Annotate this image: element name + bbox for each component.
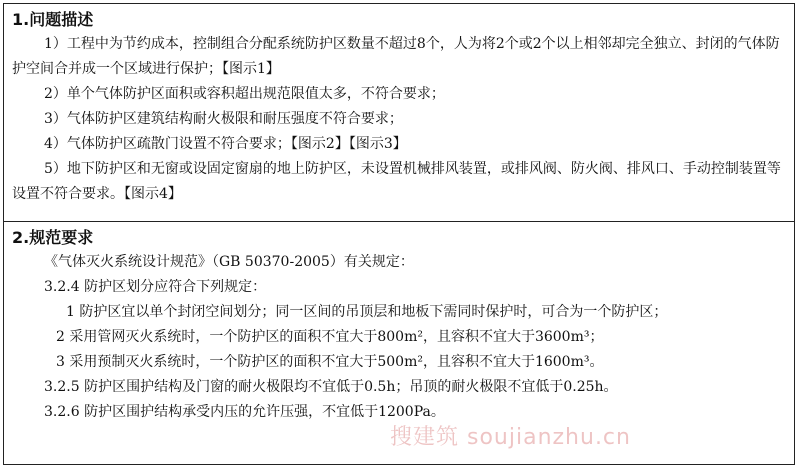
clause-3-2-5: 3.2.5 防护区围护结构及门窗的耐火极限均不宜低于0.5h；吊顶的耐火极限不宜低于0.25h。 — [44, 379, 618, 395]
clause-3-2-4-item-2: 2 采用管网灭火系统时，一个防护区的面积不宜大于800m²，且容积不宜大于3600m³； — [56, 329, 604, 345]
problem-item-5: 5）地下防护区和无窗或设固定窗扇的地上防护区，未设置机械排风装置，或排风阀、防火阀、排风口、手动控制装置等设置不符合要求。【图示4】 — [12, 161, 781, 202]
problem-item-1: 1）工程中为节约成本，控制组合分配系统防护区数量不超过8个，人为将2个或2个以上相邻却完全独立、封闭的气体防护空间合并成一个区域进行保护；【图示1】 — [12, 36, 780, 77]
clause-3-2-4-item-1: 1 防护区宜以单个封闭空间划分；同一区间的吊顶层和地板下需同时保护时，可合为一个防护区； — [66, 304, 668, 320]
problem-item-4: 4）气体防护区疏散门设置不符合要求；【图示2】【图示3】 — [44, 136, 407, 152]
clause-3-2-6: 3.2.6 防护区围护结构承受内压的允许压强，不宜低于1200Pa。 — [44, 404, 445, 420]
code-reference-line: 《气体灭火系统设计规范》（GB 50370-2005）有关规定： — [44, 254, 414, 270]
clause-3-2-4-item-3: 3 采用预制灭火系统时，一个防护区的面积不宜大于500m²，且容积不宜大于1600m³。 — [56, 354, 604, 370]
document-table — [3, 3, 795, 465]
code-requirements-heading: 2.规范要求 — [12, 228, 94, 247]
site-watermark: 搜建筑 soujianzhu.cn — [390, 425, 631, 450]
problem-description-heading: 1.问题描述 — [12, 10, 94, 29]
code-requirements-section — [4, 222, 794, 425]
clause-3-2-4: 3.2.4 防护区划分应符合下列规定： — [44, 279, 267, 295]
problem-item-2: 2）单个气体防护区面积或容积超出规范限值太多，不符合要求； — [44, 86, 445, 102]
problem-description-section — [4, 4, 794, 222]
problem-item-3: 3）气体防护区建筑结构耐火极限和耐压强度不符合要求； — [44, 111, 403, 127]
